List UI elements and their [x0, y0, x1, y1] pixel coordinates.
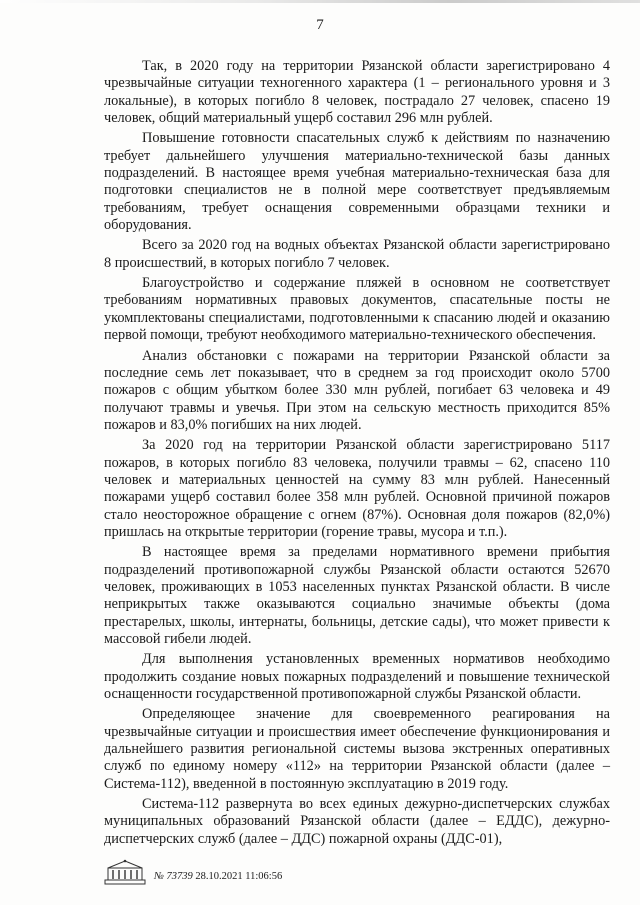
scan-edge [0, 0, 640, 3]
document-body [104, 58, 610, 851]
paragraph-new-units: Для выполнения установленных временных нормативов необходимо продолжить создание новых пожарных подразделений и повышение технической оснащенности государственной противопожарной службы Рязанской области. [104, 651, 610, 703]
paragraph-system-112: Определяющее значение для своевременного реагирования на чрезвычайные ситуации и происшествия имеет обеспечение функционирования и дальнейшего развития региональной системы вызова экстренных оперативных служб по единому номеру «112» на территории Рязанской области (далее – Система-112), введенной в постоянную эксплуатацию в 2019 году. [104, 706, 610, 792]
registration-date: 28.10.2021 11:06:56 [195, 871, 283, 882]
paragraph-water-incidents: Всего за 2020 год на водных объектах Рязанской области зарегистрировано 8 происшествий, в которых погибло 7 человек. [104, 237, 610, 271]
page-number: 7 [316, 17, 324, 33]
building-stamp-icon [104, 858, 146, 886]
paragraph-fires-2020: За 2020 год на территории Рязанской области зарегистрировано 5117 пожаров, в которых погибло 83 человека, получили травмы – 62, спасено 110 человек и материальных ценностей на сумму 83 млн рублей. Нанесенный пожарами ущерб составил более 358 млн рублей. Основной причиной пожаров стало неосторожное обращение с огнем (87%). Основная доля пожаров (82,0%) пришлась на открытые территории (горение травы, мусора и т.п.). [104, 437, 610, 540]
paragraph-emergencies: Так, в 2020 году на территории Рязанской области зарегистрировано 4 чрезвычайные ситуации техногенного характера (1 – регионального уровня и 3 локальные), в которых погибло 8 человек, пострадало 27 человек, спасено 19 человек, общий материальный ущерб составил 296 млн рублей. [104, 58, 610, 127]
registration-stamp [154, 871, 282, 882]
paragraph-response-time: В настоящее время за пределами нормативного времени прибытия подразделений противопожарной службы Рязанской области остаются 52670 человек, проживающих в 1053 населенных пунктах Рязанской области. В числе неприкрытых также оказываются социально значимые объекты (дома престарелых, школы, интернаты, больницы, детские сады), что может привести к массовой гибели людей. [104, 544, 610, 647]
paragraph-system-112-deployment: Система-112 развернута во всех единых дежурно-диспетчерских службах муниципальных образований Рязанской области (далее – ЕДДС), дежурно-диспетчерских служб (далее – ДДС) пожарной охраны (ДДС-01), [104, 796, 610, 847]
registration-number: № 73739 [154, 871, 193, 882]
footer [104, 858, 404, 886]
paragraph-beaches: Благоустройство и содержание пляжей в основном не соответствует требованиям нормативных правовых документов, спасательные посты не укомплектованы специалистами, подготовленными к спасанию людей и оказанию первой помощи, требуют необходимого материально-технического обеспечения. [104, 275, 610, 344]
paragraph-fire-analysis: Анализ обстановки с пожарами на территории Рязанской области за последние семь лет показывает, что в среднем за год происходит около 5700 пожаров с общим убытком более 330 млн рублей, погибает 63 человека и 49 получают травмы и увечья. При этом на сельскую местность приходится 85% пожаров и 83,0% погибших на них людей. [104, 347, 610, 433]
paragraph-rescue-readiness: Повышение готовности спасательных служб к действиям по назначению требует дальнейшего улучшения материально-технической базы данных подразделений. В настоящее время учебная материально-техническая база для подготовки специалистов не в полной мере соответствует предъявляемым требованиям, требует оснащения современными образцами техники и оборудования. [104, 130, 610, 234]
